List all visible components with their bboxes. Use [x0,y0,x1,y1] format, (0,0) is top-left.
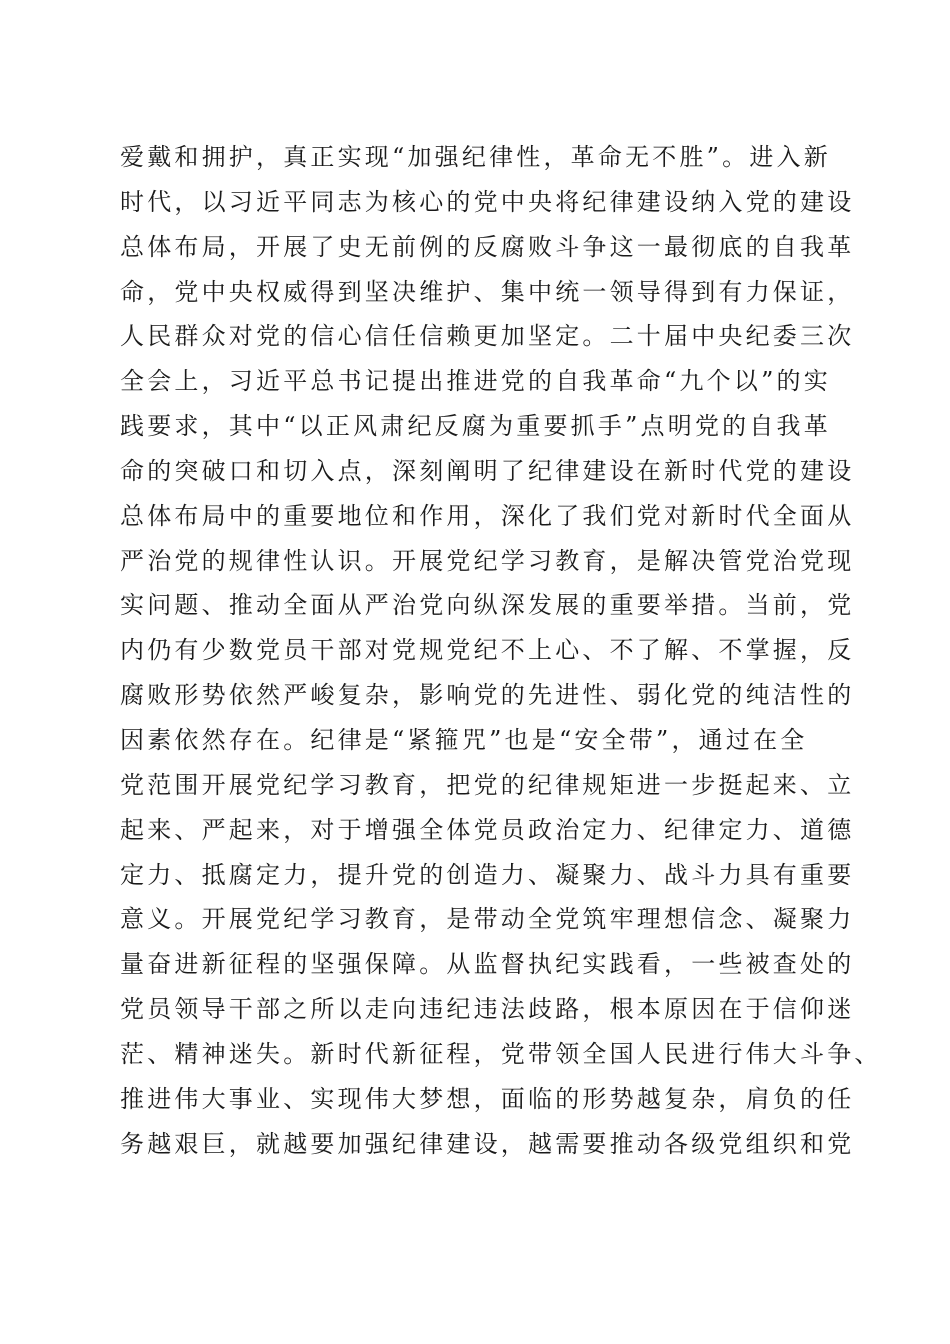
text-line: 党范围开展党纪学习教育，把党的纪律规矩进一步挺起来、立 [120,770,855,799]
text-line: 全会上，习近平总书记提出推进党的自我革命“九个以”的实 [120,367,831,396]
text-line: 务越艰巨，就越要加强纪律建设，越需要推动各级党组织和党 [120,1129,855,1158]
text-line: 茫、精神迷失。新时代新征程，党带领全国人民进行伟大斗争、 [120,1039,882,1068]
text-line: 内仍有少数党员干部对党规党纪不上心、不了解、不掌握，反 [120,636,855,665]
text-line: 定力、抵腐定力，提升党的创造力、凝聚力、战斗力具有重要 [120,860,855,889]
text-line: 总体布局，开展了史无前例的反腐败斗争这一最彻底的自我革 [120,232,855,261]
text-line: 推进伟大事业、实现伟大梦想，面临的形势越复杂，肩负的任 [120,1084,855,1113]
text-line: 人民群众对党的信心信任信赖更加坚定。二十届中央纪委三次 [120,322,855,351]
text-line: 总体布局中的重要地位和作用，深化了我们党对新时代全面从 [120,501,855,530]
text-line: 时代，以习近平同志为核心的党中央将纪律建设纳入党的建设 [120,187,855,216]
text-line: 党员领导干部之所以走向违纪违法歧路，根本原因在于信仰迷 [120,995,855,1024]
text-line: 起来、严起来，对于增强全体党员政治定力、纪律定力、道德 [120,815,855,844]
body-paragraph [120,135,882,1166]
text-line: 量奋进新征程的坚强保障。从监督执纪实践看，一些被查处的 [120,950,855,979]
text-line: 爱戴和拥护，真正实现“加强纪律性，革命无不胜”。进入新 [120,143,831,171]
text-line: 践要求，其中“以正风肃纪反腐为重要抓手”点明党的自我革 [120,412,831,441]
text-line: 命的突破口和切入点，深刻阐明了纪律建设在新时代党的建设 [120,456,855,485]
text-line: 腐败形势依然严峻复杂，影响党的先进性、弱化党的纯洁性的 [120,681,855,710]
text-line: 实问题、推动全面从严治党向纵深发展的重要举措。当前，党 [120,591,855,620]
text-line: 严治党的规律性认识。开展党纪学习教育，是解决管党治党现 [120,546,855,575]
text-line: 因素依然存在。纪律是“紧箍咒”也是“安全带”，通过在全 [120,725,808,754]
text-line: 意义。开展党纪学习教育，是带动全党筑牢理想信念、凝聚力 [120,905,855,934]
text-line: 命，党中央权威得到坚决维护、集中统一领导得到有力保证， [120,277,855,306]
